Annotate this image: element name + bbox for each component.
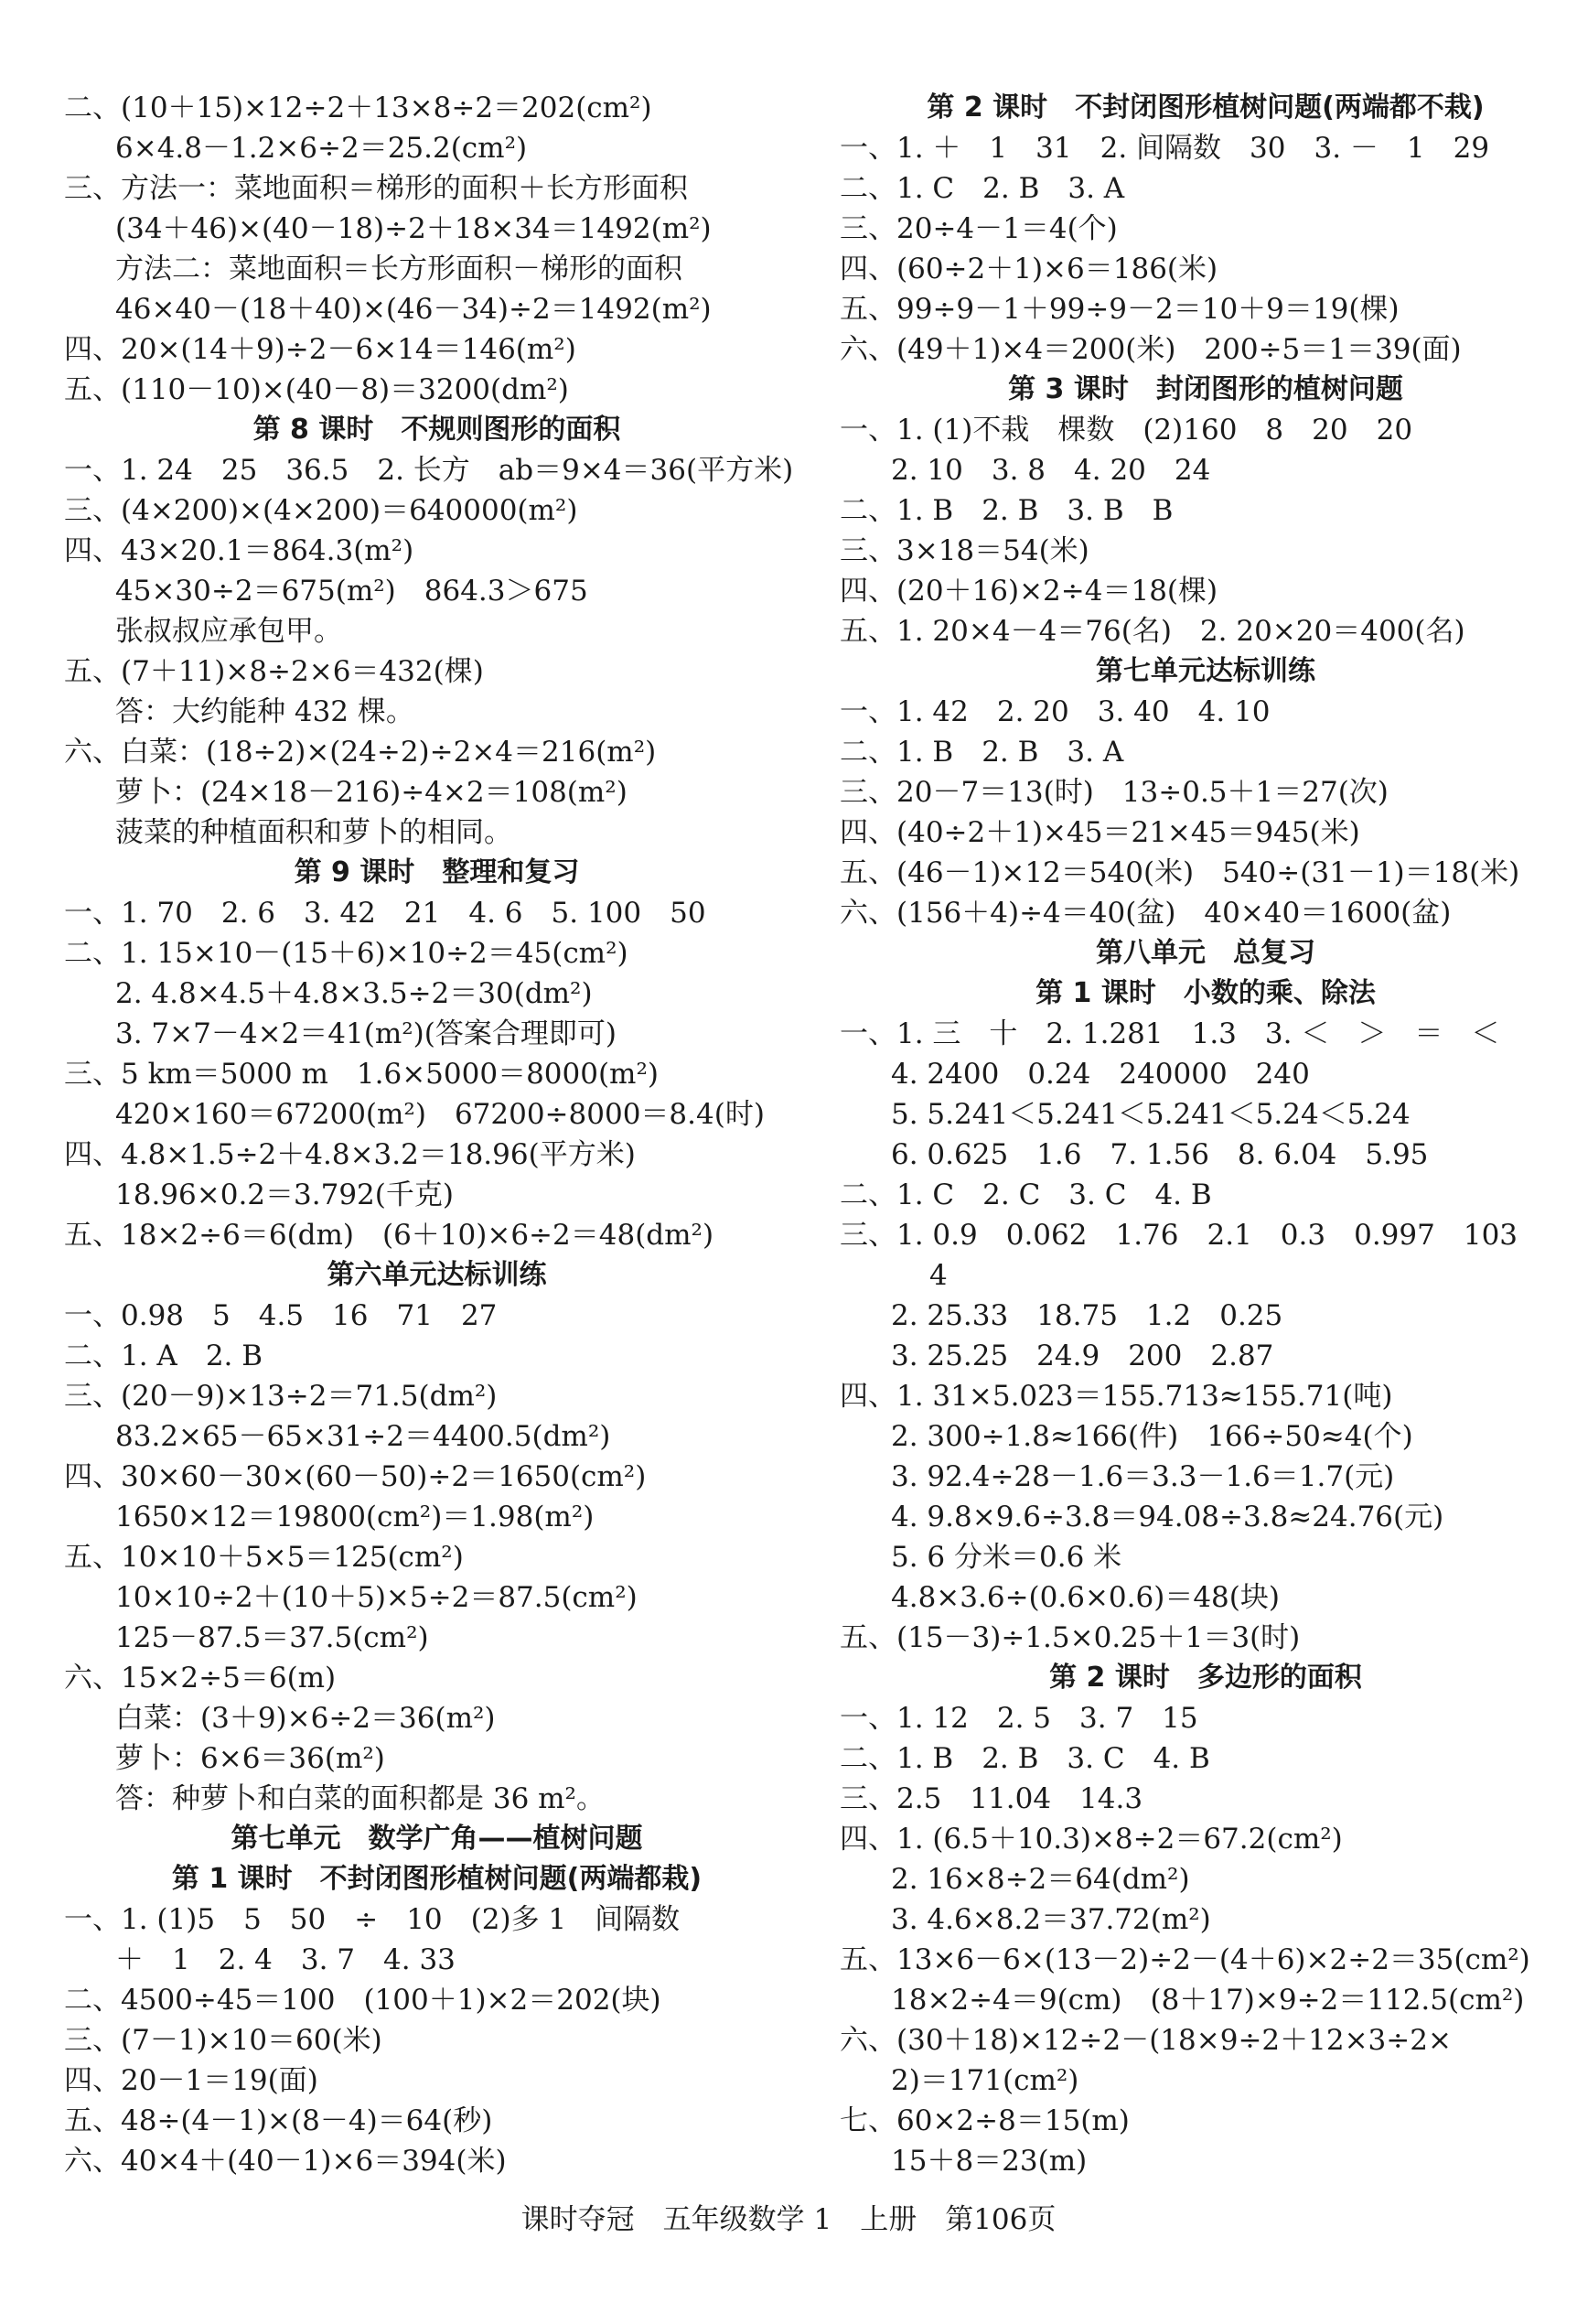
answer-line: 4.8×3.6÷(0.6×0.6)＝48(块) [891,1581,1280,1614]
answer-line: 萝卜：6×6＝36(m²) [115,1742,385,1775]
section-heading: 第 3 课时 封闭图形的植树问题 [1008,373,1403,405]
answer-line: 二、1. B 2. B 3. C 4. B [840,1742,1210,1775]
answer-line: ＋ 1 2. 4 3. 7 4. 33 [115,1943,456,1976]
answer-line: 四、(40÷2＋1)×45＝21×45＝945(米) [840,816,1360,849]
answer-line: 五、(46－1)×12＝540(米) 540÷(31－1)＝18(米) [840,856,1520,889]
answer-line: 一、1. (1)5 5 50 ÷ 10 (2)多 1 间隔数 [64,1903,681,1936]
answer-line: 白菜：(3＋9)×6÷2＝36(m²) [115,1702,496,1735]
answer-line: 六、(30＋18)×12÷2－(18×9÷2＋12×3÷2× [840,2024,1452,2057]
answer-line: 五、(15－3)÷1.5×0.25＋1＝3(时) [840,1621,1301,1654]
answer-line: 三、2.5 11.04 14.3 [840,1782,1143,1815]
answer-line: 18×2÷4＝9(cm) (8＋17)×9÷2＝112.5(cm²) [891,1984,1525,2017]
section-heading: 第六单元达标训练 [327,1259,547,1291]
answer-line: 3. 4.6×8.2＝37.72(m²) [891,1903,1211,1936]
answer-line: 五、10×10＋5×5＝125(cm²) [64,1541,464,1574]
answer-line: 二、1. B 2. B 3. A [840,736,1124,769]
answer-line: 2. 300÷1.8≈166(件) 166÷50≈4(个) [891,1420,1413,1453]
answer-line: 4 [929,1259,948,1292]
answer-line: 一、1. 42 2. 20 3. 40 4. 10 [840,695,1271,728]
answer-line: 6. 0.625 1.6 7. 1.56 8. 6.04 5.95 [891,1138,1429,1171]
answer-line: 三、(20－9)×13÷2＝71.5(dm²) [64,1380,498,1413]
answer-line: 15＋8＝23(m) [891,2145,1088,2178]
answer-line: 一、0.98 5 4.5 16 71 27 [64,1299,498,1332]
answer-line: 一、1. (1)不栽 棵数 (2)160 8 20 20 [840,414,1413,447]
answer-line: 菠菜的种植面积和萝卜的相同。 [115,816,512,849]
answer-line: 三、20－7＝13(时) 13÷0.5＋1＝27(次) [840,776,1389,809]
answer-line: 2. 10 3. 8 4. 20 24 [891,454,1211,487]
answer-line: 三、5 km＝5000 m 1.6×5000＝8000(m²) [64,1058,659,1091]
answer-line: 一、1. ＋ 1 31 2. 间隔数 30 3. － 1 29 [840,132,1490,165]
answer-line: 10×10÷2＋(10＋5)×5÷2＝87.5(cm²) [115,1581,638,1614]
answer-line: 2. 25.33 18.75 1.2 0.25 [891,1299,1283,1332]
answer-line: 四、4.8×1.5÷2＋4.8×3.2＝18.96(平方米) [64,1138,636,1171]
answer-line: 6×4.8－1.2×6÷2＝25.2(cm²) [115,132,528,165]
answer-line: 83.2×65－65×31÷2＝4400.5(dm²) [115,1420,611,1453]
answer-line: 二、1. C 2. C 3. C 4. B [840,1178,1212,1211]
answer-line: 五、1. 20×4－4＝76(名) 2. 20×20＝400(名) [840,615,1465,648]
answer-line: 二、1. 15×10－(15＋6)×10÷2＝45(cm²) [64,937,628,970]
section-heading: 第 2 课时 不封闭图形植树问题(两端都不栽) [927,91,1485,124]
section-heading: 第 2 课时 多边形的面积 [1049,1662,1362,1694]
answer-line: 46×40－(18＋40)×(46－34)÷2＝1492(m²) [115,293,712,326]
answer-line: 二、1. B 2. B 3. B B [840,494,1174,527]
answer-line: 四、43×20.1＝864.3(m²) [64,534,414,567]
answer-line: 三、1. 0.9 0.062 1.76 2.1 0.3 0.997 103 [840,1219,1518,1252]
answer-line: 4. 2400 0.24 240000 240 [891,1058,1310,1091]
answer-line: 五、(110－10)×(40－8)＝3200(dm²) [64,373,569,406]
answer-line: 六、40×4＋(40－1)×6＝394(米) [64,2145,507,2178]
answer-line: 125－87.5＝37.5(cm²) [115,1621,429,1654]
answer-line: 四、1. 31×5.023＝155.713≈155.71(吨) [840,1380,1393,1413]
answer-line: 2. 4.8×4.5＋4.8×3.5÷2＝30(dm²) [115,977,593,1010]
answer-line: 四、1. (6.5＋10.3)×8÷2＝67.2(cm²) [840,1823,1343,1856]
answer-line: 方法二：菜地面积＝长方形面积－梯形的面积 [115,253,682,285]
answer-line: 六、15×2÷5＝6(m) [64,1662,337,1695]
answer-line: 一、1. 24 25 36.5 2. 长方 ab＝9×4＝36(平方米) [64,454,794,487]
answer-line: 一、1. 三 十 2. 1.281 1.3 3. ＜ ＞ ＝ ＜ [840,1017,1500,1050]
answer-line: 四、(60÷2＋1)×6＝186(米) [840,253,1218,285]
answer-line: 萝卜：(24×18－216)÷4×2＝108(m²) [115,776,628,809]
answer-line: 四、20－1＝19(面) [64,2064,318,2097]
answer-line: 三、3×18＝54(米) [840,534,1089,567]
answer-line: 一、1. 70 2. 6 3. 42 21 4. 6 5. 100 50 [64,897,706,930]
answer-line: 4. 9.8×9.6÷3.8＝94.08÷3.8≈24.76(元) [891,1501,1444,1533]
section-heading: 第 1 课时 不封闭图形植树问题(两端都栽) [171,1863,703,1895]
answer-line: 一、1. 12 2. 5 3. 7 15 [840,1702,1198,1735]
section-heading: 第七单元达标训练 [1096,655,1315,687]
section-heading: 第七单元 数学广角——植树问题 [231,1823,643,1855]
answer-line: 二、1. A 2. B [64,1340,263,1372]
answer-line: 四、(20＋16)×2÷4＝18(棵) [840,575,1218,608]
answer-line: 3. 92.4÷28－1.6＝3.3－1.6＝1.7(元) [891,1460,1395,1493]
answer-line: 五、13×6－6×(13－2)÷2－(4＋6)×2÷2＝35(cm²) [840,1943,1530,1976]
answer-line: 三、方法一：菜地面积＝梯形的面积＋长方形面积 [64,172,688,205]
answer-line: 二、4500÷45＝100 (100＋1)×2＝202(块) [64,1984,661,2017]
answer-line: 2. 16×8÷2＝64(dm²) [891,1863,1190,1896]
answer-line: 答：大约能种 432 棵。 [115,695,414,728]
answer-line: 五、18×2÷6＝6(dm) (6＋10)×6÷2＝48(dm²) [64,1219,714,1252]
answer-line: 六、(156＋4)÷4＝40(盆) 40×40＝1600(盆) [840,897,1452,930]
section-heading: 第八单元 总复习 [1096,937,1315,969]
answer-line: 45×30÷2＝675(m²) 864.3＞675 [115,575,588,608]
answer-line: 四、20×(14＋9)÷2－6×14＝146(m²) [64,333,576,366]
answer-line: 18.96×0.2＝3.792(千克) [115,1178,454,1211]
right-answer-column [840,88,1572,2181]
section-heading: 第 9 课时 整理和复习 [294,856,580,888]
answer-line: 三、(7－1)×10＝60(米) [64,2024,382,2057]
answer-line: 二、(10＋15)×12÷2＋13×8÷2＝202(cm²) [64,91,652,124]
answer-line: 六、白菜：(18÷2)×(24÷2)÷2×4＝216(m²) [64,736,657,769]
answer-line: 张叔叔应承包甲。 [115,615,342,648]
answer-line: 三、20÷4－1＝4(个) [840,212,1118,245]
answer-line: 5. 5.241＜5.241＜5.241＜5.24＜5.24 [891,1098,1411,1131]
answer-line: 3. 25.25 24.9 200 2.87 [891,1340,1274,1372]
answer-line: 三、(4×200)×(4×200)＝640000(m²) [64,494,578,527]
answer-line: 答：种萝卜和白菜的面积都是 36 m²。 [115,1782,605,1815]
section-heading: 第 8 课时 不规则图形的面积 [252,414,621,446]
answer-line: (34＋46)×(40－18)÷2＋18×34＝1492(m²) [115,212,712,245]
answer-line: 六、(49＋1)×4＝200(米) 200÷5＝1＝39(面) [840,333,1462,366]
page-footer: 课时夺冠 五年级数学 1 上册 第106页 [520,2203,1057,2236]
answer-line: 五、(7＋11)×8÷2×6＝432(棵) [64,655,484,688]
answer-line: 七、60×2÷8＝15(m) [840,2104,1130,2137]
section-heading: 第 1 课时 小数的乘、除法 [1035,977,1376,1009]
answer-line: 四、30×60－30×(60－50)÷2＝1650(cm²) [64,1460,647,1493]
left-answer-column [64,88,810,2181]
answer-line: 1650×12＝19800(cm²)＝1.98(m²) [115,1501,595,1533]
answer-line: 二、1. C 2. B 3. A [840,172,1125,205]
answer-line: 五、99÷9－1＋99÷9－2＝10＋9＝19(棵) [840,293,1400,326]
answer-line: 420×160＝67200(m²) 67200÷8000＝8.4(时) [115,1098,765,1131]
answer-line: 2)＝171(cm²) [891,2064,1079,2097]
answer-line: 3. 7×7－4×2＝41(m²)(答案合理即可) [115,1017,617,1050]
answer-line: 五、48÷(4－1)×(8－4)＝64(秒) [64,2104,493,2137]
answer-line: 5. 6 分米＝0.6 米 [891,1541,1122,1574]
